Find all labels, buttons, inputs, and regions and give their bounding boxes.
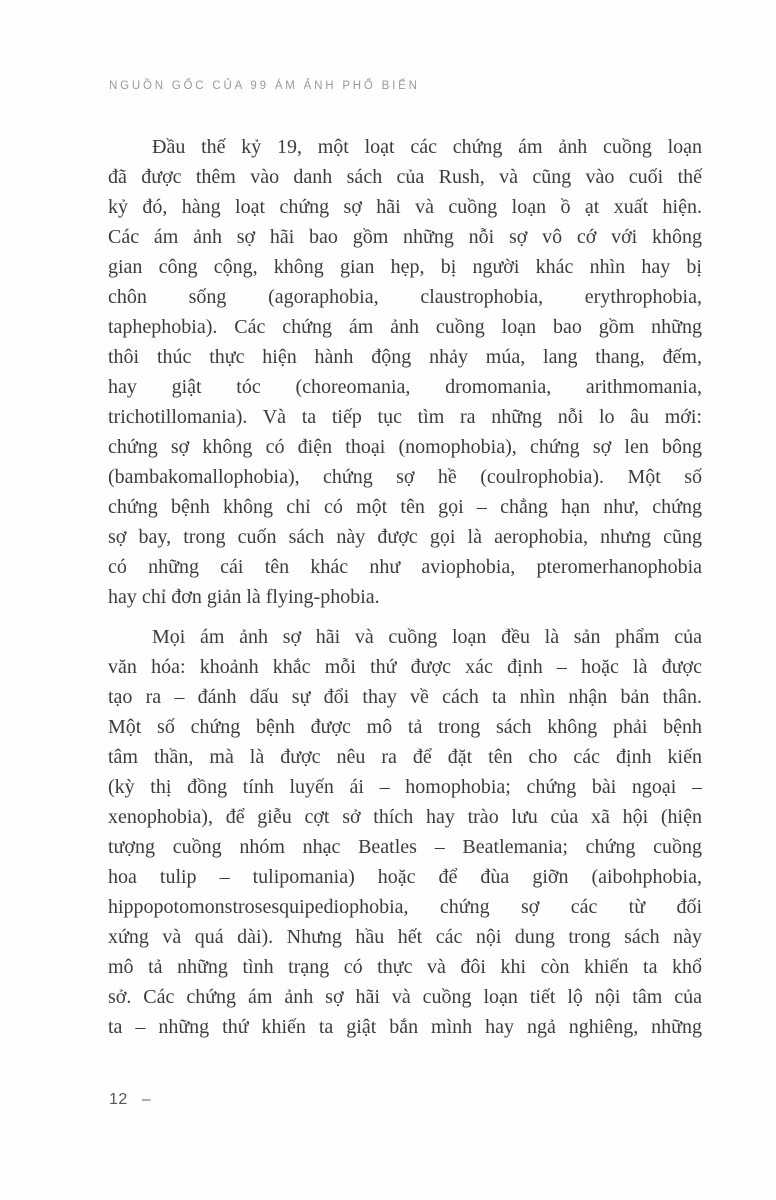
text-line: xứng và quá dài). Nhưng hầu hết các nội dung trong sách này [108,926,702,948]
page-number: 12 [109,1091,128,1108]
page-number-dash: – [141,1091,152,1108]
text-line: văn hóa: khoảnh khắc mỗi thứ được xác định – hoặc là được [108,656,702,678]
text-line: sở. Các chứng ám ảnh sợ hãi và cuồng loạn tiết lộ nội tâm của [108,986,702,1008]
running-header: NGUỒN GỐC CỦA 99 ÁM ẢNH PHỔ BIẾN [109,80,420,92]
text-line: thôi thúc thực hiện hành động nhảy múa, lang thang, đếm, [108,346,702,368]
text-line: hay giật tóc (choreomania, dromomania, arithmomania, [108,376,702,398]
text-line: chôn sống (agoraphobia, claustrophobia, erythrophobia, [108,286,702,308]
page-footer [109,1091,151,1109]
paragraph [108,132,702,612]
text-line: (kỳ thị đồng tính luyến ái – homophobia; chứng bài ngoại – [108,776,702,798]
text-line: chứng sợ không có điện thoại (nomophobia), chứng sợ len bông [108,436,702,458]
text-line: hay chỉ đơn giản là flying-phobia. [108,586,380,608]
text-line: taphephobia). Các chứng ám ảnh cuồng loạn bao gồm những [108,316,702,338]
text-line: tâm thần, mà là được nêu ra để đặt tên cho các định kiến [108,746,702,768]
text-line: mô tả những tình trạng có thực và đôi khi còn khiến ta khổ [108,956,702,978]
text-line: đã được thêm vào danh sách của Rush, và cũng vào cuối thế [108,166,702,188]
text-line: trichotillomania). Và ta tiếp tục tìm ra những nỗi lo âu mới: [108,406,702,428]
text-line: Mọi ám ảnh sợ hãi và cuồng loạn đều là sản phẩm của [152,626,702,648]
body-text [108,132,702,1042]
text-line: có những cái tên khác như aviophobia, pteromerhanophobia [108,556,702,578]
text-line: gian công cộng, không gian hẹp, bị người khác nhìn hay bị [108,256,702,278]
text-line: xenophobia), để giễu cợt sở thích hay trào lưu của xã hội (hiện [108,806,702,828]
text-line: Các ám ảnh sợ hãi bao gồm những nỗi sợ vô cớ với không [108,226,702,248]
paragraph [108,622,702,1042]
text-line: hippopotomonstrosesquipediophobia, chứng sợ các từ đối [108,896,702,918]
text-line: Một số chứng bệnh được mô tả trong sách không phải bệnh [108,716,702,738]
text-line: hoa tulip – tulipomania) hoặc để đùa giỡn (aibohphobia, [108,866,702,888]
text-line: chứng bệnh không chỉ có một tên gọi – chẳng hạn như, chứng [108,496,702,518]
text-line: Đầu thế kỷ 19, một loạt các chứng ám ảnh cuồng loạn [152,136,702,158]
text-line: (bambakomallophobia), chứng sợ hề (coulrophobia). Một số [108,466,702,488]
text-line: ta – những thứ khiến ta giật bắn mình hay ngả nghiêng, những [108,1016,702,1038]
text-line: sợ bay, trong cuốn sách này được gọi là aerophobia, nhưng cũng [108,526,702,548]
text-line: tượng cuồng nhóm nhạc Beatles – Beatlemania; chứng cuồng [108,836,702,858]
text-line: tạo ra – đánh dấu sự đổi thay về cách ta nhìn nhận bản thân. [108,686,702,708]
text-line: kỷ đó, hàng loạt chứng sợ hãi và cuồng loạn ồ ạt xuất hiện. [108,196,702,218]
